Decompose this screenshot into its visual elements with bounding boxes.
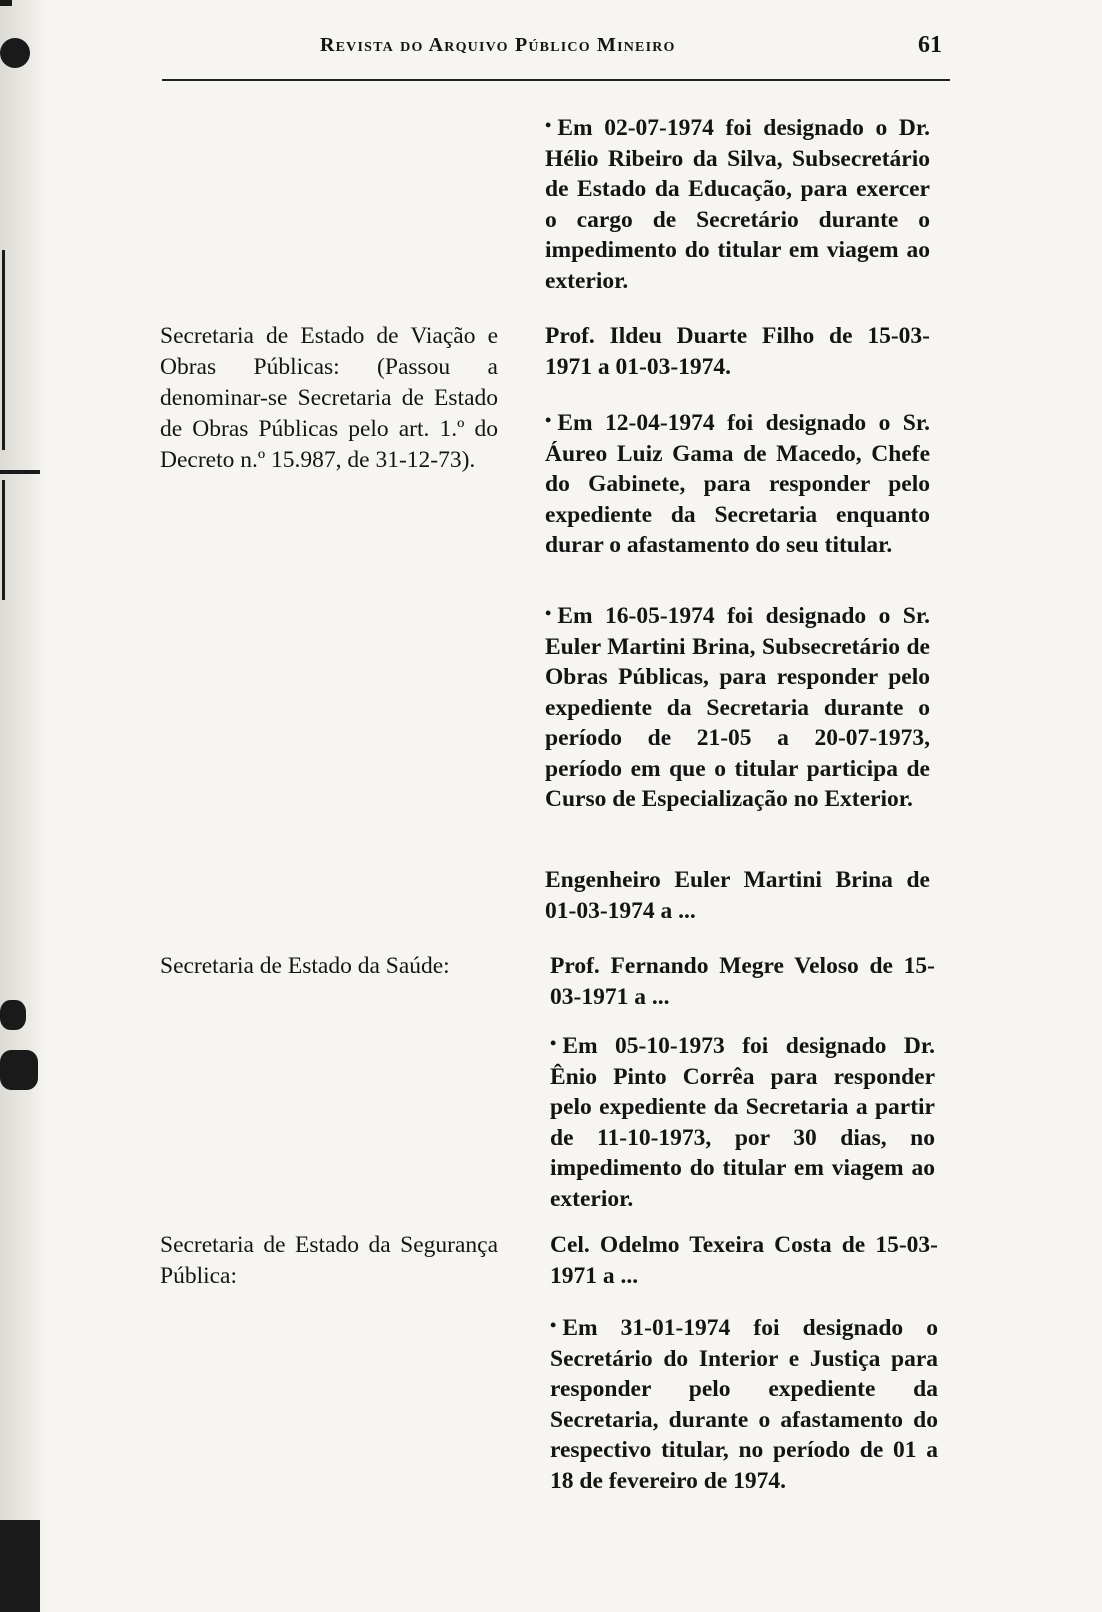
header-rule (162, 79, 950, 81)
bullet-icon: • (550, 1315, 557, 1335)
binding-mark (2, 250, 5, 450)
entry-text: Em 16-05-1974 foi designado o Sr. Euler Martini Brina, Subsecretário de Obras Públicas, para responder pelo expediente da Secretaria durante o período de 21-05 a 20-07-1973, período em que o titular participa de Curso de Especialização no Exterior. (545, 603, 930, 812)
page-header (160, 34, 950, 70)
label-viacao: Secretaria de Estado de Viação e Obras Públicas: (Passou a denominar-se Secretaria de Estado de Obras Públicas pelo art. 1.º do Decreto n.º 15.987, de 31-12-73). (160, 323, 498, 473)
binding-mark (2, 480, 5, 600)
binding-mark (0, 1520, 40, 1612)
entry-designation (545, 110, 930, 296)
entry-designation (550, 1028, 935, 1214)
entry-text: Engenheiro Euler Martini Brina de 01-03-1974 a ... (545, 867, 930, 924)
entry-holder (550, 1230, 938, 1291)
binding-mark (0, 470, 40, 474)
label-saude: Secretaria de Estado da Saúde: (160, 953, 450, 979)
entry-holder (550, 951, 935, 1012)
entry-designation (545, 405, 930, 561)
entry-text: Cel. Odelmo Texeira Costa de 15-03-1971 a ... (550, 1232, 938, 1289)
bullet-icon: • (550, 1033, 557, 1053)
entry-text: Prof. Ildeu Duarte Filho de 15-03-1971 a 01-03-1974. (545, 323, 930, 380)
bullet-icon: • (545, 410, 552, 430)
bullet-icon: • (545, 603, 552, 623)
page-binding-shadow (0, 0, 46, 1612)
entry-text: Prof. Fernando Megre Veloso de 15-03-1971 a ... (550, 953, 935, 1010)
label-seguranca: Secretaria de Estado da Segurança Pública: (160, 1232, 498, 1289)
binding-mark (0, 0, 12, 6)
entry-text: Em 12-04-1974 foi designado o Sr. Áureo Luiz Gama de Macedo, Chefe do Gabinete, para responder pelo expediente da Secretaria enquanto durar o afastamento do seu titular. (545, 410, 930, 558)
entry-text: Em 05-10-1973 foi designado Dr. Ênio Pinto Corrêa para responder pelo expediente da Secretaria a partir de 11-10-1973, por 30 dias, no impedimento do titular em viagem ao exterior. (550, 1033, 935, 1212)
bullet-icon: • (545, 115, 552, 135)
entry-text: Em 02-07-1974 foi designado o Dr. Hélio Ribeiro da Silva, Subsecretário de Estado da Educação, para exercer o cargo de Secretário durante o impedimento do titular em viagem ao exterior. (545, 115, 930, 294)
running-title: Revista do Arquivo Público Mineiro (320, 34, 676, 56)
binding-mark (0, 1050, 38, 1090)
entry-designation (550, 1310, 938, 1496)
entry-holder (545, 321, 930, 382)
page-number: 61 (918, 32, 942, 58)
entry-holder (545, 865, 930, 926)
binding-mark (0, 1000, 26, 1030)
binding-mark (0, 38, 30, 68)
entry-text: Em 31-01-1974 foi designado o Secretário do Interior e Justiça para responder pelo expediente da Secretaria, durante o afastamento do respectivo titular, no período de 01 a 18 de fevereiro de 1974. (550, 1315, 938, 1494)
entry-designation (545, 598, 930, 815)
